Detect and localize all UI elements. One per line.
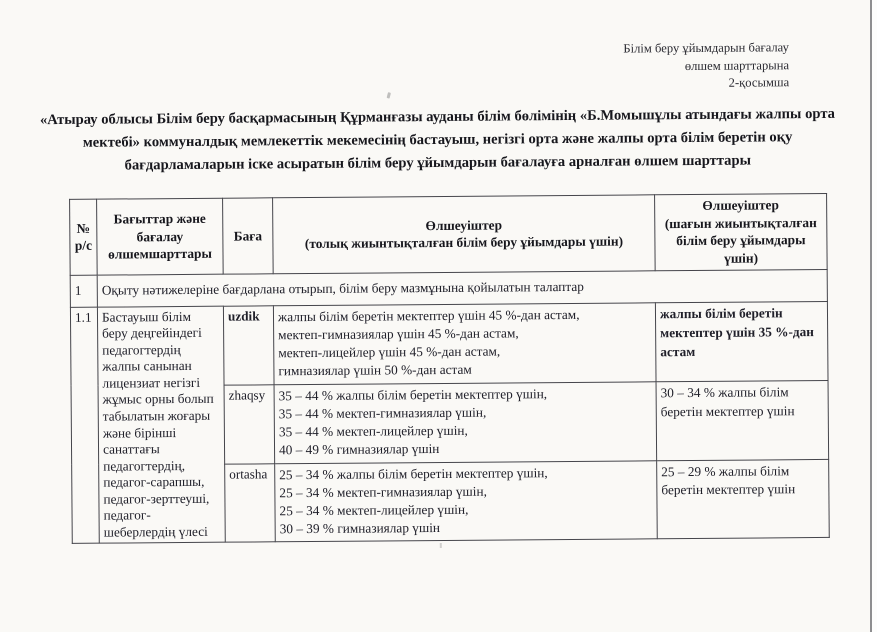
grade-row-uzdik [70, 301, 828, 386]
col-header-measures-full: Өлшеуіштер (толық жиынтықталған білім беру ұйымдары үшін) [273, 195, 656, 274]
criteria-number: 1.1 [70, 307, 99, 544]
scan-speck [387, 92, 391, 99]
col-header-num: № р/с [70, 199, 98, 275]
criteria-text: Бастауыш білім беру деңгейіндегі педагогтердің жалпы санынан лицензиат негізгі жұмыс орны болып табылатын жоғары және бірінші санаттағы педагогтердің, педагог-сарапшы, педагог-зерттеуші, педагог-шеберлердің үлесі [97, 306, 225, 544]
section-number: 1 [70, 275, 97, 307]
section-title: Оқыту нәтижелеріне бағдарлана отырып, білім беру мазмұнына қойылатын талаптар [97, 269, 827, 307]
measure-full-ortasha: 25 – 34 % жалпы білім беретін мектептер үшін, 25 – 34 % мектеп-гимназиялар үшін, 25 – 34 % мектеп-лицейлер үшін, 30 – 39 % гимназиялар үшін [275, 460, 658, 542]
table-header-row [70, 193, 828, 275]
col-header-grade: Баға [223, 198, 274, 274]
measure-small-uzdik: жалпы білім беретін мектептер үшін 35 %-дан астам [655, 301, 828, 381]
scan-speck [440, 543, 442, 548]
corner-note: Білім беру ұйымдарын бағалау өлшем шарттарына 2-қосымша [623, 40, 790, 90]
document-title: «Атырау облысы Білім беру басқармасының Құрманғазы ауданы білім бөлімінің «Б.Момышұлы атындағы жалпы орта мектебі» коммуналдық мемлекеттік мекемесінің бастауыш, негізгі орта және жалпы орта білім беретін оқу бағдарламаларын іске асыратын білім беру ұйымдарын бағалауға арналған өлшем шарттары [39, 105, 836, 174]
criteria-table [69, 193, 830, 544]
grade-label-uzdik: uzdik [223, 306, 274, 385]
measure-small-ortasha: 25 – 29 % жалпы білім беретін мектептер үшін [657, 459, 830, 539]
measure-full-zhaqsy: 35 – 44 % жалпы білім беретін мектептер үшін, 35 – 44 % мектеп-гимназиялар үшін, 35 – 44 % мектеп-лицейлер үшін, 40 – 49 % гимназиялар үшін [274, 381, 657, 463]
col-header-measures-small: Өлшеуіштер (шағын жиынтықталған білім беру ұйымдары үшін) [655, 193, 828, 270]
grade-label-ortasha: ortasha [225, 463, 276, 542]
grade-label-zhaqsy: zhaqsy [224, 384, 275, 463]
measure-full-uzdik: жалпы білім беретін мектептер үшін 45 %-дан астам, мектеп-гимназиялар үшін 45 %-дан астам, мектеп-лицейлер үшін 45 %-дан астам, гимназиялар үшін 50 %-дан астам [273, 303, 656, 385]
page-edge-strip [872, 0, 877, 632]
measure-small-zhaqsy: 30 – 34 % жалпы білім беретін мектептер үшін [656, 380, 829, 460]
col-header-directions: Бағыттар және бағалау өлшемшарттары [97, 198, 224, 275]
